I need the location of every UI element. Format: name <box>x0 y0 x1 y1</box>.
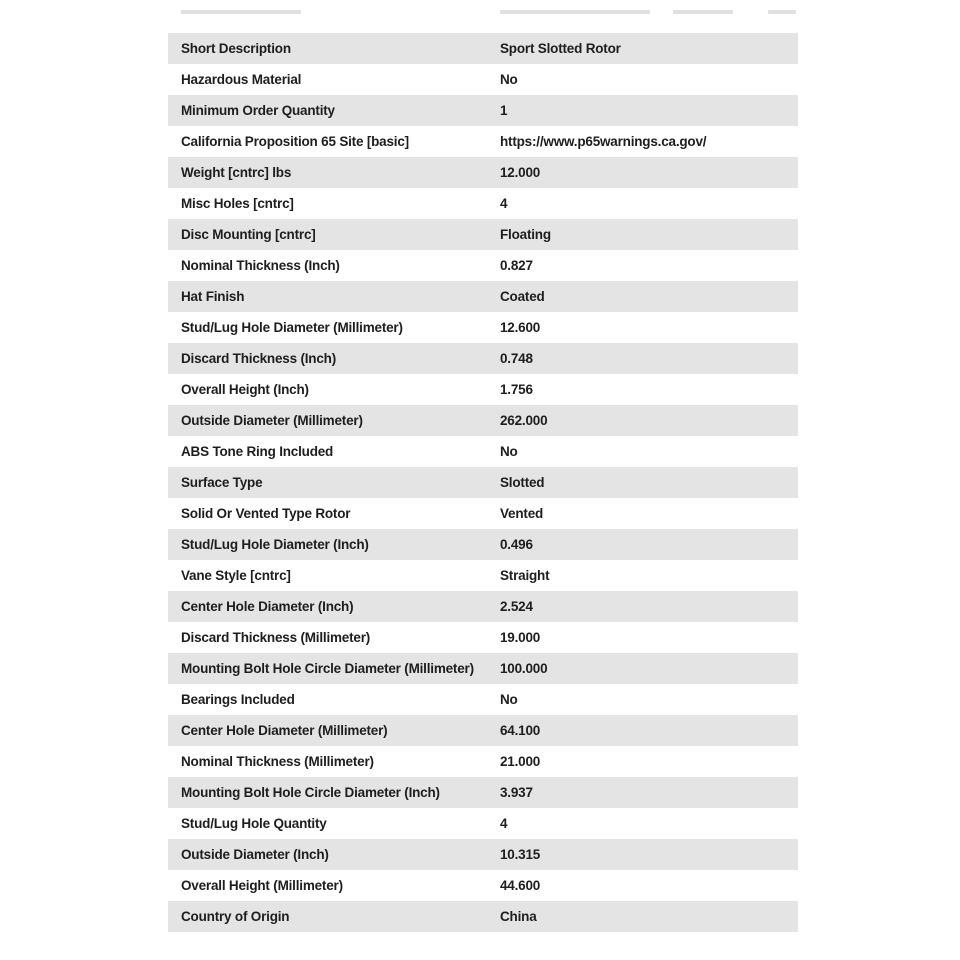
spec-label: Outside Diameter (Millimeter) <box>181 413 363 428</box>
spec-value: Vented <box>500 506 544 521</box>
table-row <box>168 529 798 560</box>
spec-label: Mounting Bolt Hole Circle Diameter (Millimeter) <box>181 661 474 676</box>
spec-value: Slotted <box>500 475 545 490</box>
table-row <box>168 467 798 498</box>
spec-value: 0.496 <box>500 537 533 552</box>
spec-value: 64.100 <box>500 723 541 738</box>
table-row <box>168 188 798 219</box>
spec-label: ABS Tone Ring Included <box>181 444 334 459</box>
spec-value: Straight <box>500 568 550 583</box>
spec-value: 4 <box>500 196 508 211</box>
spec-label: Overall Height (Inch) <box>181 382 309 397</box>
spec-value: 44.600 <box>500 878 541 893</box>
spec-label: Surface Type <box>181 475 263 490</box>
table-row <box>168 870 798 901</box>
table-row <box>168 157 798 188</box>
spec-label: Stud/Lug Hole Diameter (Inch) <box>181 537 369 552</box>
spec-value: No <box>500 444 518 459</box>
spec-value: No <box>500 692 518 707</box>
cropped-row-fragment <box>168 8 798 16</box>
table-row <box>168 498 798 529</box>
spec-value: Sport Slotted Rotor <box>500 41 621 56</box>
table-row <box>168 405 798 436</box>
table-row <box>168 95 798 126</box>
table-row <box>168 312 798 343</box>
spec-value: 2.524 <box>500 599 533 614</box>
spec-value: 0.748 <box>500 351 533 366</box>
spec-value: Floating <box>500 227 551 242</box>
cropped-text-fragment <box>500 10 650 14</box>
spec-value: 1 <box>500 103 508 118</box>
table-row <box>168 126 798 157</box>
spec-table <box>168 33 798 932</box>
spec-label: Weight [cntrc] lbs <box>181 165 292 180</box>
table-row <box>168 374 798 405</box>
table-row <box>168 808 798 839</box>
table-row <box>168 839 798 870</box>
spec-label: Vane Style [cntrc] <box>181 568 291 583</box>
spec-label: Overall Height (Millimeter) <box>181 878 343 893</box>
spec-label: Center Hole Diameter (Millimeter) <box>181 723 388 738</box>
table-row <box>168 219 798 250</box>
table-row <box>168 560 798 591</box>
table-row <box>168 622 798 653</box>
spec-label: Nominal Thickness (Millimeter) <box>181 754 374 769</box>
table-row <box>168 901 798 932</box>
spec-value: 4 <box>500 816 508 831</box>
spec-label: Outside Diameter (Inch) <box>181 847 329 862</box>
spec-label: Bearings Included <box>181 692 295 707</box>
spec-label: Mounting Bolt Hole Circle Diameter (Inch) <box>181 785 440 800</box>
spec-value: https://www.p65warnings.ca.gov/ <box>500 134 707 149</box>
table-row <box>168 250 798 281</box>
spec-value: 100.000 <box>500 661 548 676</box>
table-row <box>168 684 798 715</box>
spec-label: Stud/Lug Hole Diameter (Millimeter) <box>181 320 403 335</box>
spec-label: Disc Mounting [cntrc] <box>181 227 316 242</box>
spec-value: Coated <box>500 289 545 304</box>
spec-value: 1.756 <box>500 382 533 397</box>
spec-label: Nominal Thickness (Inch) <box>181 258 340 273</box>
table-row <box>168 591 798 622</box>
spec-value: 0.827 <box>500 258 533 273</box>
spec-value: No <box>500 72 518 87</box>
spec-value: China <box>500 909 537 924</box>
table-row <box>168 64 798 95</box>
table-row <box>168 746 798 777</box>
spec-label: Hat Finish <box>181 289 245 304</box>
spec-value: 19.000 <box>500 630 541 645</box>
table-row <box>168 281 798 312</box>
spec-value: 12.600 <box>500 320 541 335</box>
cropped-text-fragment <box>768 10 796 14</box>
spec-label: California Proposition 65 Site [basic] <box>181 134 409 149</box>
cropped-text-fragment <box>181 10 301 14</box>
spec-label: Stud/Lug Hole Quantity <box>181 816 327 831</box>
table-row <box>168 33 798 64</box>
spec-label: Minimum Order Quantity <box>181 103 335 118</box>
spec-label: Solid Or Vented Type Rotor <box>181 506 351 521</box>
spec-value: 21.000 <box>500 754 541 769</box>
spec-value: 3.937 <box>500 785 533 800</box>
table-row <box>168 715 798 746</box>
spec-label: Discard Thickness (Inch) <box>181 351 336 366</box>
spec-value: 10.315 <box>500 847 541 862</box>
table-row <box>168 653 798 684</box>
spec-value: 12.000 <box>500 165 541 180</box>
spec-label: Short Description <box>181 41 291 56</box>
spec-label: Misc Holes [cntrc] <box>181 196 294 211</box>
table-row <box>168 777 798 808</box>
spec-label: Discard Thickness (Millimeter) <box>181 630 371 645</box>
spec-label: Center Hole Diameter (Inch) <box>181 599 354 614</box>
table-row <box>168 343 798 374</box>
spec-label: Hazardous Material <box>181 72 302 87</box>
cropped-text-fragment <box>673 10 733 14</box>
table-row <box>168 436 798 467</box>
spec-label: Country of Origin <box>181 909 290 924</box>
spec-value: 262.000 <box>500 413 548 428</box>
